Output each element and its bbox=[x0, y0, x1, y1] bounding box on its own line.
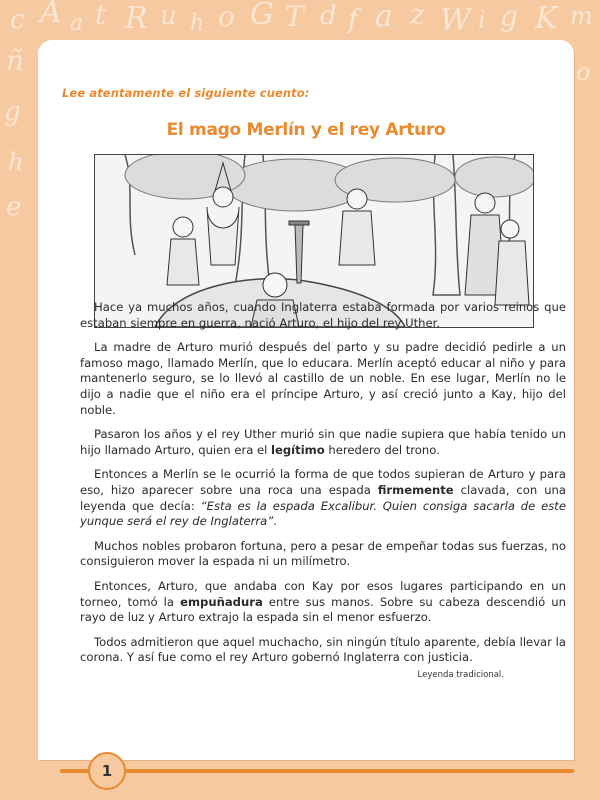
story-text-run: Entonces, Arturo, que andaba con Kay por esos lugares participando en un torneo, tomó la bbox=[80, 578, 566, 609]
story-text-run: Todos admitieron que aquel muchacho, sin ningún título aparente, debía llevar la corona. Y así fue como el rey Arturo gobernó Inglaterra con justicia. bbox=[80, 634, 566, 665]
story-text-run: clavada, con una leyenda que decía: bbox=[80, 482, 566, 513]
story-text-run: Pasaron los años y el rey Uther murió sin que nadie supiera que había tenido un hijo llamado Arturo, quien era el bbox=[80, 427, 566, 457]
svg-text:c: c bbox=[10, 5, 25, 35]
svg-text:h: h bbox=[8, 148, 24, 176]
svg-text:K: K bbox=[535, 1, 558, 36]
story-paragraph bbox=[80, 340, 566, 418]
svg-text:z: z bbox=[410, 0, 425, 31]
story-paragraph bbox=[80, 427, 566, 458]
svg-text:d: d bbox=[320, 1, 337, 31]
svg-text:t: t bbox=[95, 0, 107, 31]
story-text-run: Muchos nobles probaron fortuna, pero a pesar de empeñar todas sus fuerzas, no consiguieron mover la espada ni un milímetro. bbox=[80, 538, 566, 569]
svg-text:a: a bbox=[70, 11, 84, 36]
svg-text:T: T bbox=[285, 0, 304, 33]
svg-text:A: A bbox=[40, 0, 62, 30]
emphasized-word: legítimo bbox=[271, 442, 325, 457]
story-text-run: La madre de Arturo murió después del parto y su padre decidió pedirle a un famoso mago, llamado Merlín, que lo educara. Merlín aceptó educar al niño y para mantenerlo seguro, se lo llevó al castillo de un noble. En ese lugar, Merlín no le dijo a nadie que el niño era el príncipe Arturo, y así creció junto a Kay, hijo del noble. bbox=[80, 340, 566, 417]
svg-text:i: i bbox=[478, 6, 486, 34]
story-text-run: . bbox=[273, 514, 277, 529]
story-credit: Leyenda tradicional. bbox=[417, 670, 504, 680]
instruction-text: Lee atentamente el siguiente cuento: bbox=[62, 86, 310, 100]
page-number-badge: 1 bbox=[88, 752, 126, 790]
story-paragraph bbox=[80, 579, 566, 626]
svg-text:g: g bbox=[4, 97, 21, 127]
svg-text:o: o bbox=[576, 58, 591, 86]
story-text-run: Entonces a Merlín se le ocurrió la forma de que todos supieran de Arturo y para eso, hizo aparecer sobre una roca una espada bbox=[80, 467, 566, 497]
story-title: El mago Merlín y el rey Arturo bbox=[166, 120, 446, 140]
story-paragraph bbox=[80, 300, 566, 331]
svg-text:g: g bbox=[500, 0, 518, 33]
svg-text:f: f bbox=[348, 5, 358, 35]
svg-text:G: G bbox=[250, 0, 274, 32]
story-text-run: heredero del trono. bbox=[324, 442, 440, 457]
story-text-run: entre sus manos. Sobre su cabeza descendió un rayo de luz y Arturo extrajo la espada sin el menor esfuerzo. bbox=[80, 594, 566, 625]
worksheet-page bbox=[38, 40, 574, 760]
svg-text:u: u bbox=[160, 1, 177, 31]
svg-text:ñ: ñ bbox=[6, 44, 25, 77]
svg-text:h: h bbox=[190, 11, 205, 36]
story-text-run: Hace ya muchos años, cuando Inglaterra estaba formada por varios reinos que estaban siempre en guerra, nació Arturo, el hijo del rey Uther. bbox=[80, 300, 566, 330]
svg-text:m: m bbox=[570, 2, 593, 30]
story-text bbox=[80, 300, 566, 675]
story-paragraph bbox=[80, 635, 566, 666]
svg-text:R: R bbox=[125, 1, 148, 36]
emphasized-word: empuñadura bbox=[180, 594, 263, 609]
svg-text:o: o bbox=[218, 0, 235, 33]
footer-rule bbox=[60, 769, 574, 773]
story-paragraph bbox=[80, 467, 566, 529]
emphasized-word: firmemente bbox=[377, 482, 454, 497]
story-paragraph bbox=[80, 539, 566, 570]
quoted-inscription: “Esta es la espada Excalibur. Quien consiga sacarla de este yunque será el rey de Inglaterra” bbox=[80, 498, 566, 529]
svg-text:e: e bbox=[6, 192, 22, 222]
svg-text:W: W bbox=[440, 3, 471, 38]
svg-text:a: a bbox=[375, 0, 393, 34]
